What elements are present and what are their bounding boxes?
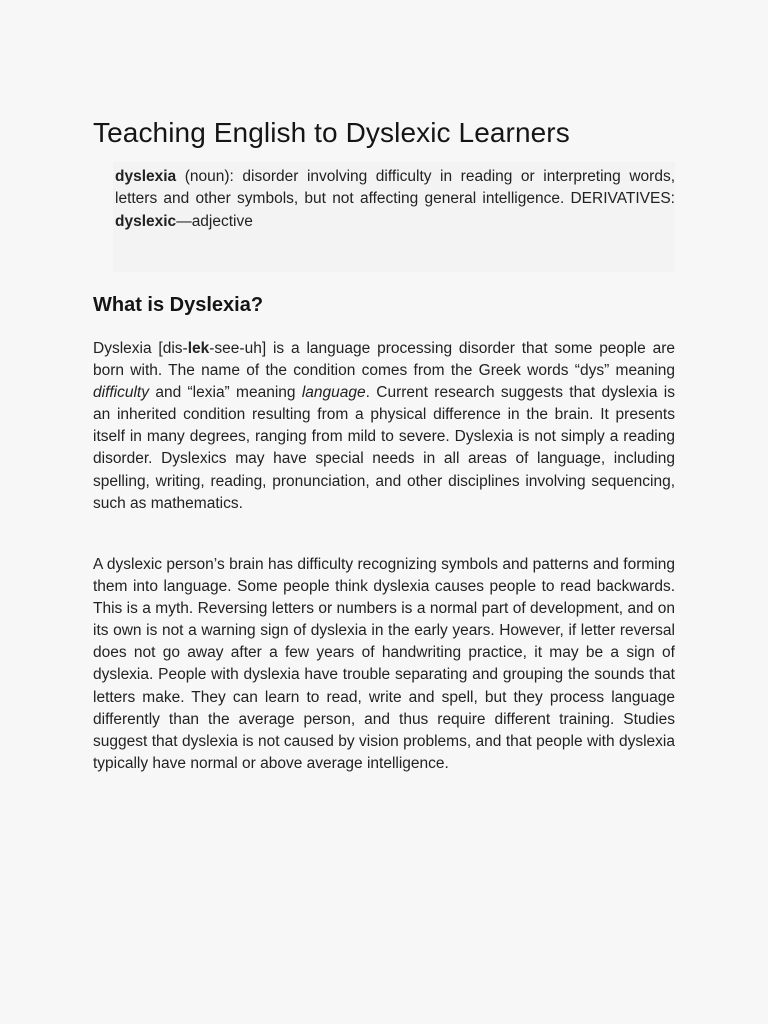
term-difficulty: difficulty <box>93 384 149 402</box>
paragraph-1-mid: and “lexia” meaning <box>149 384 302 402</box>
paragraph-2: A dyslexic person’s brain has difficulty recognizing symbols and patterns and forming them into language. Some people think dyslexia causes people to read backwards. This is a myth. Reversing letters or numbers is a normal part of development, and on its own is not a warning sign of dyslexia in the early years. However, if letter reversal does not go away after a few years of handwriting practice, it may be a sign of dyslexia. People with dyslexia have trouble separating and grouping the sounds that letters make. They can learn to read, write and spell, but they process language differently than the average person, and thus require different training. Studies suggest that dyslexia is not caused by vision problems, and that people with dyslexia typically have normal or above average intelligence. <box>93 556 675 772</box>
definition-text <box>115 166 675 233</box>
definition-body: (noun): disorder involving difficulty in reading or interpreting words, letters and other symbols, but not affecting general intelligence. DERIVATIVES: <box>115 168 675 208</box>
paragraph-1-pron: -see-uh] is a language processing disorder that some people are born with. The name of the condition comes from the Greek words “dys” meaning <box>93 340 675 380</box>
definition-derivative: dyslexic <box>115 212 177 230</box>
term-language: language <box>301 384 366 402</box>
definition-derivative-pos: —adjective <box>176 212 253 230</box>
definition-term: dyslexia <box>115 168 177 185</box>
paragraph-1-rest: . Current research suggests that dyslexia is an inherited condition resulting from a physical difference in the brain. It presents itself in many degrees, ranging from mild to severe. Dyslexia is not simply a reading disorder. Dyslexics may have special needs in all areas of language, including spelling, writing, reading, pronunciation, and other disciplines involving sequencing, such as mathematics. <box>93 384 675 512</box>
section-heading: What is Dyslexia? <box>93 294 264 316</box>
paragraph-1 <box>93 338 675 515</box>
paragraph-1-pre: Dyslexia [dis- <box>93 340 188 357</box>
definition-box <box>113 162 675 272</box>
pronunciation-stress: lek <box>187 340 210 357</box>
document-title: Teaching English to Dyslexic Learners <box>93 117 570 148</box>
